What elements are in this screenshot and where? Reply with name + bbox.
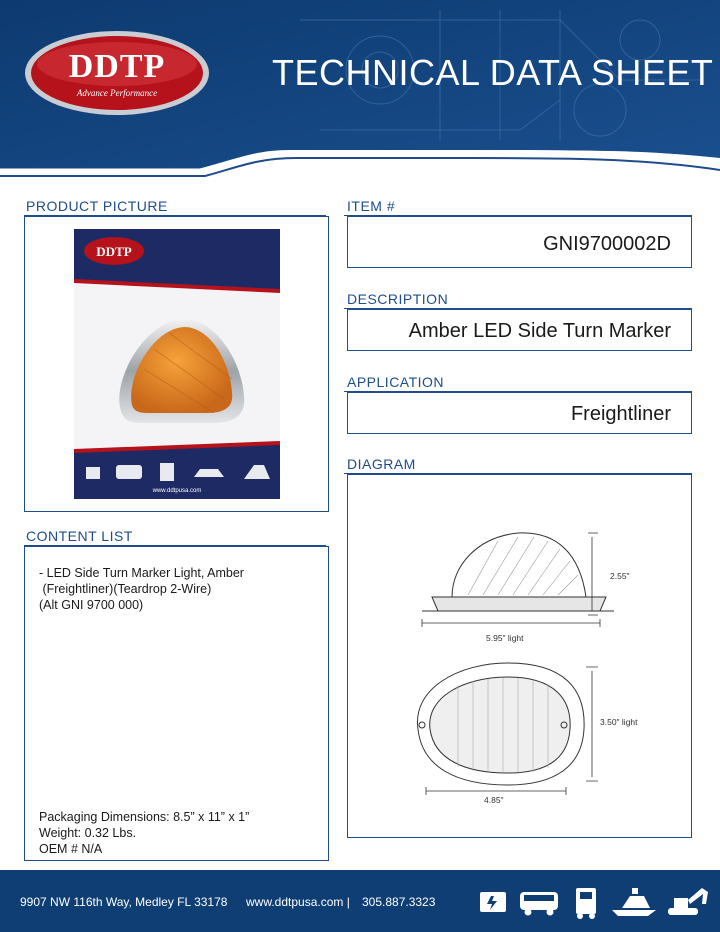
application-label: APPLICATION xyxy=(347,374,445,390)
footer-address: 9907 NW 116th Way, Medley FL 33178 xyxy=(20,895,228,909)
packaging-dimensions: Packaging Dimensions: 8.5” x 11” x 1” xyxy=(39,810,250,824)
list-item: (Freightliner)(Teardrop 2-Wire) xyxy=(39,582,212,596)
list-item: (Alt GNI 9700 000) xyxy=(39,598,144,612)
footer-website-link[interactable]: www.ddtpusa.com | xyxy=(246,895,350,909)
description-box xyxy=(347,309,692,351)
footer xyxy=(0,870,720,932)
description-value: Amber LED Side Turn Marker xyxy=(408,320,671,342)
marker-diagram xyxy=(348,475,691,837)
bus-icon xyxy=(520,892,558,916)
package-logo-text: DDTP xyxy=(96,244,132,259)
yacht-icon xyxy=(612,888,656,916)
product-picture-box xyxy=(24,216,329,512)
page-title: TECHNICAL DATA SHEET xyxy=(272,52,714,93)
footer-phone: 305.887.3323 xyxy=(362,895,436,909)
oem-number: OEM # N/A xyxy=(39,842,103,856)
item-label: ITEM # xyxy=(347,198,396,214)
header-banner xyxy=(0,0,720,190)
package-url: www.ddtpusa.com xyxy=(152,488,202,494)
truck-icon xyxy=(576,888,596,919)
product-picture-label: PRODUCT PICTURE xyxy=(26,198,168,214)
logo-tagline: Advance Performance xyxy=(76,88,158,98)
packaging-info xyxy=(39,809,249,857)
footer-icons xyxy=(480,880,710,929)
application-box xyxy=(347,392,692,434)
logo-text: DDTP xyxy=(68,48,166,85)
weight: Weight: 0.32 Lbs. xyxy=(39,826,137,840)
content-lines xyxy=(39,565,244,613)
application-value: Freightliner xyxy=(570,403,671,425)
base-dimension: 4.85" xyxy=(484,795,504,805)
content-list-label: CONTENT LIST xyxy=(26,528,133,544)
product-photo xyxy=(74,229,280,499)
width-dimension: 3.50" light xyxy=(600,717,638,727)
diagram-label: DIAGRAM xyxy=(347,456,416,472)
ddtp-logo xyxy=(24,30,210,116)
list-item: - LED Side Turn Marker Light, Amber xyxy=(39,566,244,580)
item-box xyxy=(347,216,692,268)
excavator-icon xyxy=(668,888,708,915)
description-label: DESCRIPTION xyxy=(347,291,449,307)
content-list-box xyxy=(24,546,329,861)
length-dimension: 5.95" light xyxy=(486,633,524,643)
item-number: GNI9700002D xyxy=(543,233,671,255)
generator-icon xyxy=(480,892,506,912)
diagram-box xyxy=(347,474,692,838)
height-dimension: 2.55" xyxy=(610,571,630,581)
